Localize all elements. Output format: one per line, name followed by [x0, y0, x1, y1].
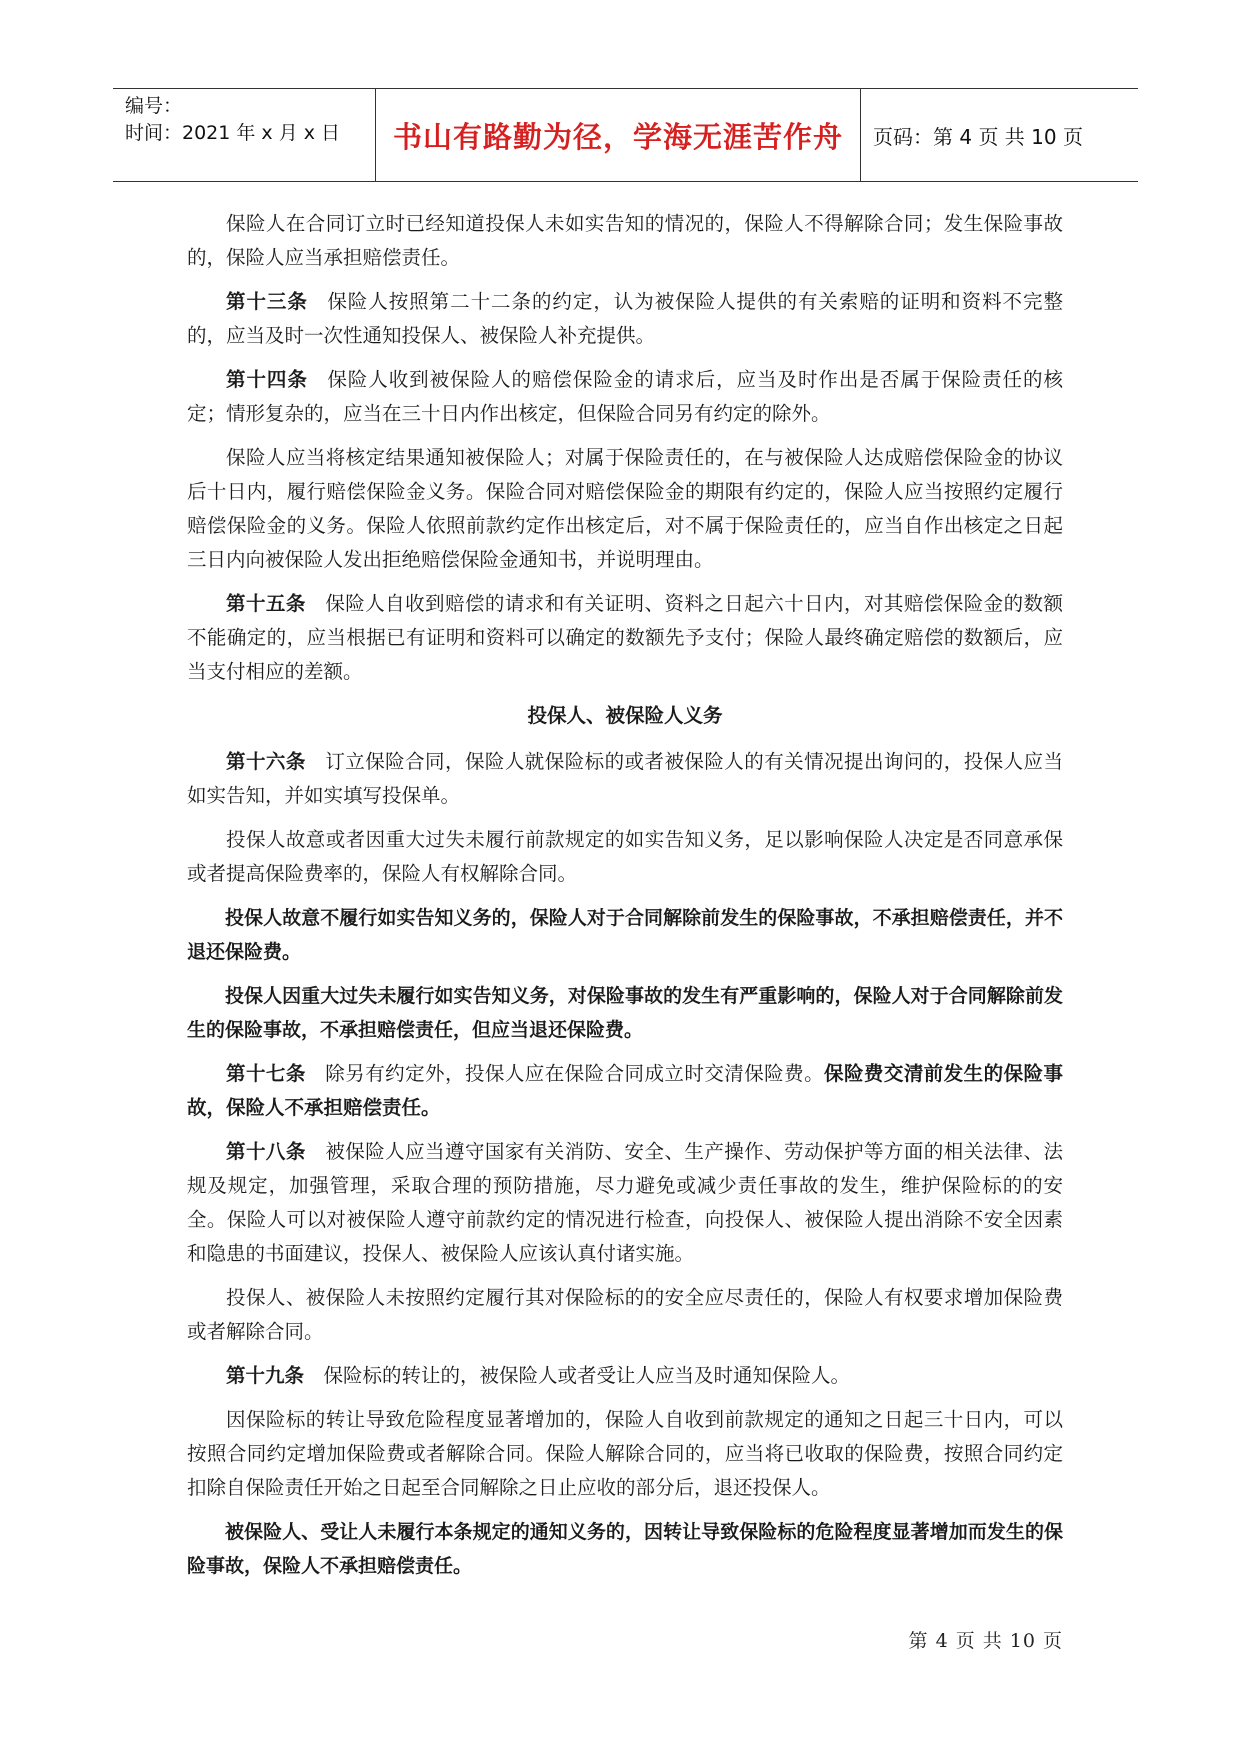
article-number: 第十五条	[226, 592, 306, 615]
article-number: 第十七条	[226, 1062, 306, 1085]
paragraph-text: 保险人应当将核定结果通知被保险人；对属于保险责任的，在与被保险人达成赔偿保险金的协议后十日内，履行赔偿保险金义务。保险合同对赔偿保险金的期限有约定的，保险人应当按照约定履行赔偿保险金的义务。保险人依照前款约定作出核定后，对不属于保险责任的，应当自作出核定之日起三日内向被保险人发出拒绝赔偿保险金通知书，并说明理由。	[187, 446, 1063, 571]
paragraph-text: 保险标的转让的，被保险人或者受让人应当及时通知保险人。	[323, 1364, 851, 1387]
paragraph-text: 保险人按照第二十二条的约定，认为被保险人提供的有关索赔的证明和资料不完整的，应当及时一次性通知投保人、被保险人补充提供。	[187, 290, 1063, 347]
time-label: 时间：2021 年 x 月 x 日	[125, 122, 341, 144]
bold-paragraph	[187, 901, 1063, 969]
header-page-label: 页码：第 4 页 共 10 页	[873, 124, 1083, 149]
article-number: 第十六条	[226, 750, 306, 773]
paragraph-bold-text: 保险费交清前发生的保险事故，保险人不承担赔偿责任。	[187, 1062, 1063, 1119]
document-body	[187, 207, 1063, 1593]
article-number: 第十八条	[226, 1140, 306, 1163]
article-17	[187, 1057, 1063, 1125]
paragraph-text: 投保人故意或者因重大过失未履行前款规定的如实告知义务，足以影响保险人决定是否同意承保或者提高保险费率的，保险人有权解除合同。	[187, 828, 1063, 885]
paragraph-text: 被保险人、受让人未履行本条规定的通知义务的，因转让导致保险标的危险程度显著增加而发生的保险事故，保险人不承担赔偿责任。	[187, 1521, 1063, 1577]
article-16	[187, 745, 1063, 813]
paragraph	[187, 207, 1063, 275]
paragraph-text: 被保险人应当遵守国家有关消防、安全、生产操作、劳动保护等方面的相关法律、法规及规定，加强管理，采取合理的预防措施，尽力避免或减少责任事故的发生，维护保险标的的安全。保险人可以对被保险人遵守前款约定的情况进行检查，向投保人、被保险人提出消除不安全因素和隐患的书面建议，投保人、被保险人应该认真付诸实施。	[187, 1140, 1063, 1265]
paragraph-text: 除另有约定外，投保人应在保险合同成立时交清保险费。	[325, 1062, 825, 1085]
article-number: 第十四条	[226, 368, 308, 391]
paragraph-text: 保险人在合同订立时已经知道投保人未如实告知的情况的，保险人不得解除合同；发生保险事故的，保险人应当承担赔偿责任。	[187, 212, 1063, 269]
paragraph-text: 保险人自收到赔偿的请求和有关证明、资料之日起六十日内，对其赔偿保险金的数额不能确定的，应当根据已有证明和资料可以确定的数额先予支付；保险人最终确定赔偿的数额后，应当支付相应的差额。	[187, 592, 1063, 683]
paragraph-text: 保险人收到被保险人的赔偿保险金的请求后，应当及时作出是否属于保险责任的核定；情形复杂的，应当在三十日内作出核定，但保险合同另有约定的除外。	[187, 368, 1063, 425]
number-label: 编号：	[125, 95, 183, 117]
header-meta	[113, 89, 375, 181]
article-14	[187, 363, 1063, 431]
section-title: 投保人、被保险人义务	[527, 704, 723, 727]
paragraph	[187, 441, 1063, 577]
page-header	[113, 88, 1138, 182]
paragraph	[187, 1403, 1063, 1505]
article-13	[187, 285, 1063, 353]
bold-paragraph	[187, 979, 1063, 1047]
article-19	[187, 1359, 1063, 1393]
motto-text: 书山有路勤为径，学海无涯苦作舟	[392, 119, 843, 154]
paragraph	[187, 823, 1063, 891]
paragraph-text: 投保人因重大过失未履行如实告知义务，对保险事故的发生有严重影响的，保险人对于合同解除前发生的保险事故，不承担赔偿责任，但应当退还保险费。	[187, 985, 1063, 1041]
header-motto-cell	[375, 89, 861, 181]
paragraph-text: 投保人、被保险人未按照约定履行其对保险标的的安全应尽责任的，保险人有权要求增加保险费或者解除合同。	[187, 1286, 1063, 1343]
article-18	[187, 1135, 1063, 1271]
paragraph-text: 订立保险合同，保险人就保险标的或者被保险人的有关情况提出询问的，投保人应当如实告知，并如实填写投保单。	[187, 750, 1063, 807]
paragraph-text: 投保人故意不履行如实告知义务的，保险人对于合同解除前发生的保险事故，不承担赔偿责任，并不退还保险费。	[187, 907, 1063, 963]
paragraph-text: 因保险标的转让导致危险程度显著增加的，保险人自收到前款规定的通知之日起三十日内，可以按照合同约定增加保险费或者解除合同。保险人解除合同的，应当将已收取的保险费，按照合同约定扣除自保险责任开始之日起至合同解除之日止应收的部分后，退还投保人。	[187, 1408, 1063, 1499]
article-number: 第十九条	[226, 1364, 305, 1387]
page-footer: 第 4 页 共 10 页	[908, 1630, 1063, 1652]
article-number: 第十三条	[226, 290, 308, 313]
header-page-cell	[861, 89, 1138, 181]
paragraph	[187, 1281, 1063, 1349]
article-15	[187, 587, 1063, 689]
bold-paragraph	[187, 1515, 1063, 1583]
